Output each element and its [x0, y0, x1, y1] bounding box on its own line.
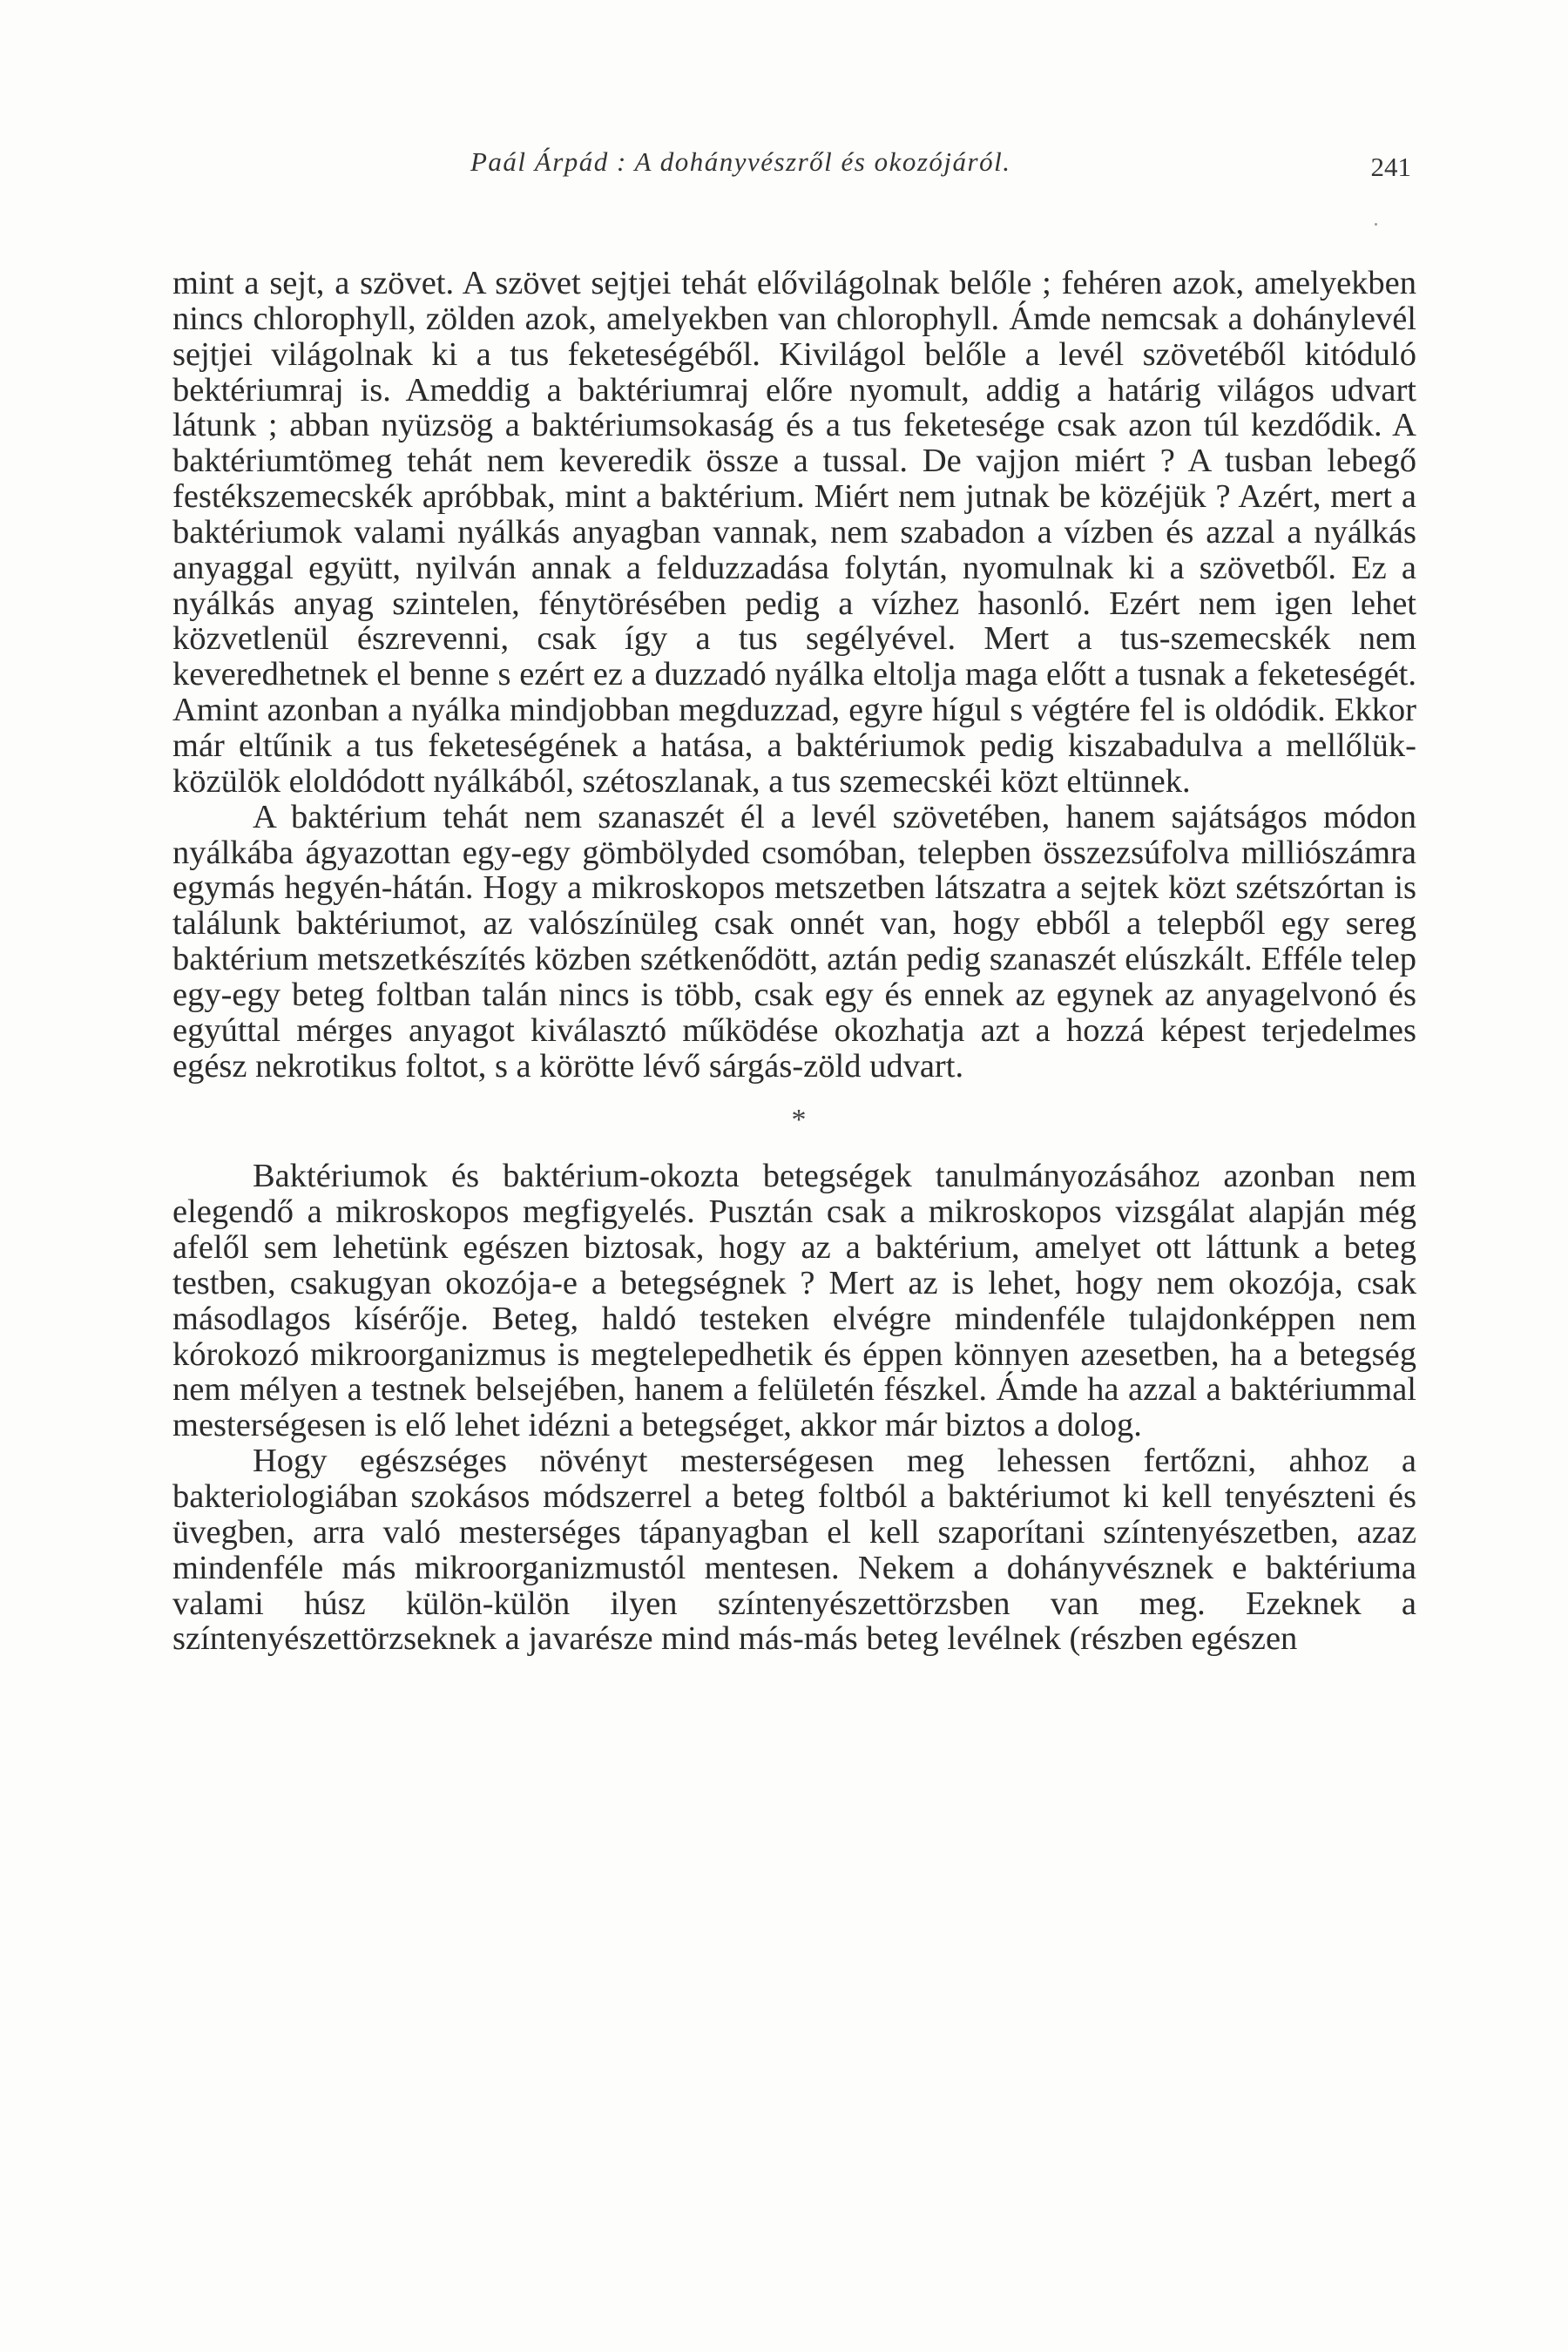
section-separator: *	[791, 1104, 807, 1137]
page-number: 241	[1370, 152, 1411, 182]
running-title: Paál Árpád : A dohányvészről és okozójáról.	[470, 146, 1011, 177]
paper-speck	[1375, 223, 1377, 226]
paragraph-3: Baktériumok és baktérium-okozta betegségek tanulmányozásához azonban nem elegendő a mikroskopos megfigyelés. Pusztán csak a mikroskopos vizsgálat alapján még afelől sem lehetünk egészen biztosak, hogy az a baktérium, amelyet ott láttunk a beteg testben, csakugyan okozója-e a betegségnek ? Mert az is lehet, hogy nem okozója, csak másodlagos kísérője. Beteg, haldó testeken elvégre mindenféle tulajdonképpen nem kórokozó mikroorganizmus is megtelepedhetik és éppen könnyen azesetben, ha a betegség nem mélyen a testnek belsejében, hanem a felületén fészkel. Ámde ha azzal a baktériummal mesterségesen is elő lehet idézni a betegséget, akkor már biztos a dolog.	[172, 1158, 1416, 1444]
running-header	[174, 139, 1411, 183]
paragraph-1: mint a sejt, a szövet. A szövet sejtjei tehát elővilágolnak belőle ; fehéren azok, amelyekben nincs chlorophyll, zölden azok, amelyekben van chlorophyll. Ámde nemcsak a dohánylevél sejtjei világolnak ki a tus feketeségéből. Kivilágol belőle a levél szövetéből kitóduló bektériumraj is. Ameddig a baktériumraj előre nyomult, addig a határig világos udvart látunk ; abban nyüzsög a baktériumsokaság és a tus feketesége csak azon túl kezdődik. A baktériumtömeg tehát nem keveredik össze a tussal. De vajjon miért ? A tusban lebegő festékszemecskék apróbbak, mint a baktérium. Miért nem jutnak be közéjük ? Azért, mert a baktériumok valami nyálkás anyagban vannak, nem szabadon a vízben és azzal a nyálkás anyaggal együtt, nyilván annak a felduzzadása folytán, nyomulnak ki a szövetből. Ez a nyálkás anyag szintelen, fénytörésében pedig a vízhez hasonló. Ezért nem igen lehet közvetlenül észrevenni, csak így a tus segélyével. Mert a tus-szemecskék nem keveredhetnek el benne s ezért ez a duzzadó nyálka eltolja maga előtt a tusnak a feketeségét. Amint azonban a nyálka mindjobban megduzzad, egyre hígul s végtére fel is oldódik. Ekkor már eltűnik a tus feketeségének a hatása, a baktériumok pedig kiszabadulva a mellőlük-közülök eloldódott nyálkából, szétoszlanak, a tus szemecskéi közt eltünnek.	[172, 265, 1416, 800]
body-text	[172, 266, 1416, 1657]
paragraph-2: A baktérium tehát nem szanaszét él a levél szövetében, hanem sajátságos módon nyálkába ágyazottan egy-egy gömbölyded csomóban, telepben összezsúfolva milliószámra egymás hegyén-hátán. Hogy a mikroskopos metszetben látszatra a sejtek közt szétszórtan is találunk baktériumot, az valószínüleg csak onnét van, hogy ebből a telepből egy sereg baktérium metszetkészítés közben szétkenődött, aztán pedig szanaszét elúszkált. Efféle telep egy-egy beteg foltban talán nincs is több, csak egy és ennek az egynek az anyagelvonó és egyúttal mérges anyagot kiválasztó működése okozhatja azt a hozzá képest terjedelmes egész nekrotikus foltot, s a körötte lévő sárgás-zöld udvart.	[172, 798, 1416, 1085]
paragraph-4: Hogy egészséges növényt mesterségesen meg lehessen fertőzni, ahhoz a bakteriologiában szokásos módszerrel a beteg foltból a baktériumot ki kell tenyészteni és üvegben, arra való mesterséges tápanyagban el kell szaporítani színtenyészetben, azaz mindenféle más mikroorganizmustól mentesen. Nekem a dohányvésznek e baktériuma valami húsz külön-külön ilyen színtenyészettörzsben van meg. Ezeknek a színtenyészettörzseknek a javarésze mind más-más beteg levélnek (részben egészen	[172, 1443, 1416, 1658]
